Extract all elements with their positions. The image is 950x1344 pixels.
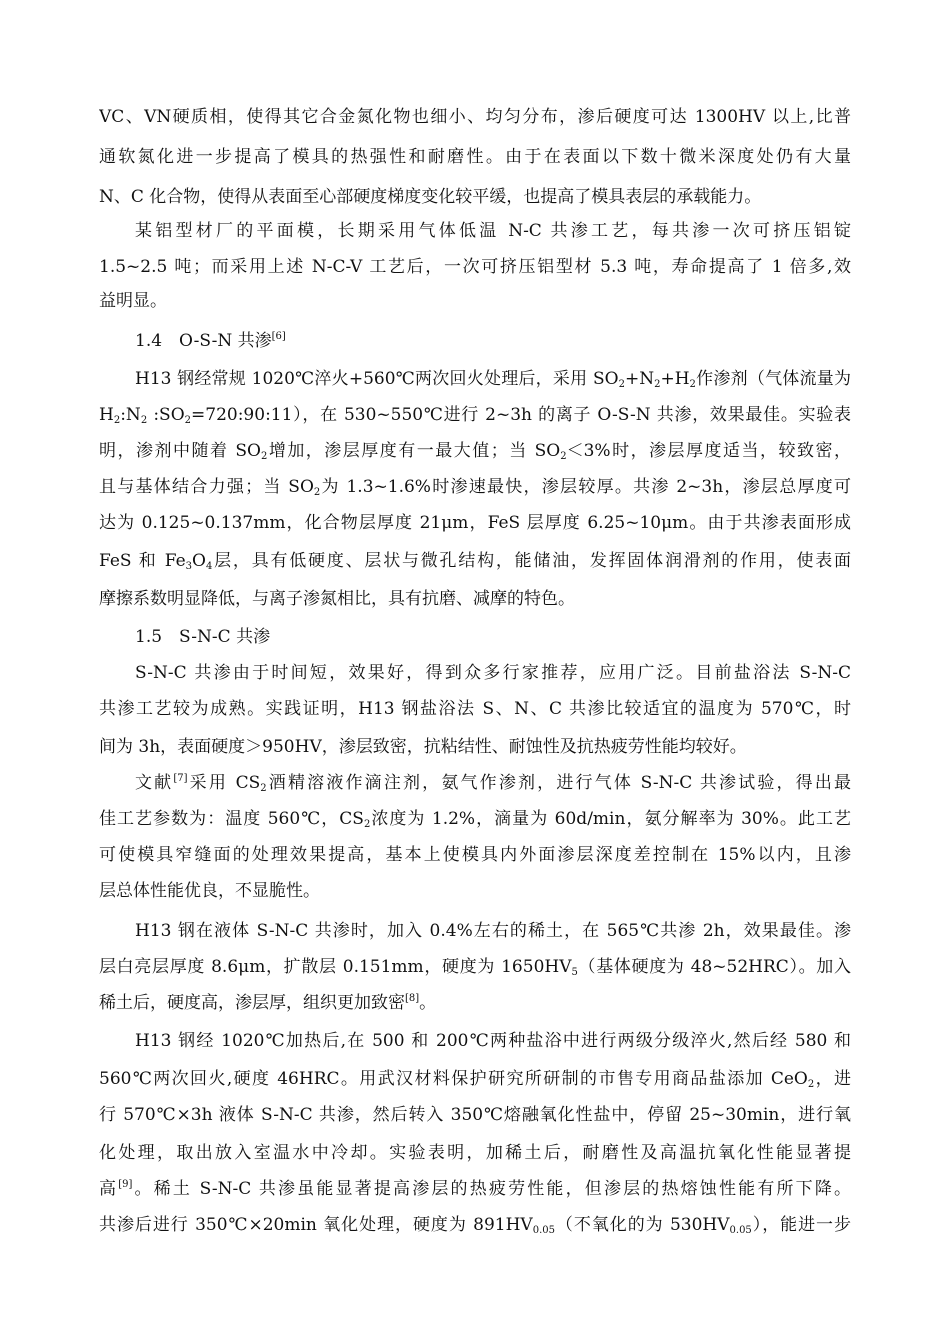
text-line bbox=[99, 1208, 851, 1242]
text-segment: 且与基体结合力强；当 SO bbox=[99, 477, 314, 497]
text-segment: （基体硬度为 48~52HRC）。加入 bbox=[577, 957, 851, 977]
text-segment: 增加，渗层厚度有一最大值；当 SO bbox=[267, 441, 561, 461]
subscript: 2 bbox=[113, 415, 121, 426]
text-line: 某铝型材厂的平面模，长期采用气体低温 N-C 共渗工艺，每共渗一次可挤压铝锭 bbox=[135, 221, 851, 241]
subscript: 2 bbox=[618, 379, 625, 390]
section-heading: 1.5 S-N-C 共渗 bbox=[135, 627, 271, 647]
text-segment: 560℃两次回火,硬度 46HRC。用武汉材料保护研究所研制的市售专用商品盐添加 CeO bbox=[99, 1069, 808, 1089]
citation-ref: [9] bbox=[118, 1179, 133, 1190]
text-segment: 稀土后，硬度高，渗层厚，组织更加致密 bbox=[99, 993, 405, 1013]
subscript: 0.05 bbox=[532, 1225, 555, 1236]
text-line bbox=[99, 398, 851, 432]
citation-ref: [7] bbox=[173, 773, 188, 784]
subscript: 2 bbox=[260, 783, 267, 794]
citation-ref: [6] bbox=[271, 331, 286, 342]
text-line: 共渗工艺较为成熟。实践证明，H13 钢盐浴法 S、N、C 共渗比较适宜的温度为 570℃，时 bbox=[99, 699, 851, 719]
subscript: 4 bbox=[205, 561, 213, 572]
section-heading bbox=[135, 324, 851, 358]
text-line: 化处理，取出放入室温水中冷却。实验表明，加稀土后，耐磨性及高温抗氧化性能显著提 bbox=[99, 1143, 851, 1163]
text-segment: 明，渗剂中随着 SO bbox=[99, 441, 261, 461]
text-segment: ，进 bbox=[814, 1069, 851, 1089]
text-line bbox=[99, 1062, 851, 1096]
text-line bbox=[99, 434, 851, 468]
text-line: N、C 化合物，使得从表面至心部硬度梯度变化较平缓，也提高了模具表层的承载能力。 bbox=[99, 187, 762, 207]
subscript: 5 bbox=[571, 967, 578, 978]
text-line: H13 钢在液体 S-N-C 共渗时，加入 0.4%左右的稀土，在 565℃共渗 2h，效果最佳。渗 bbox=[135, 921, 851, 941]
subscript: 2 bbox=[363, 819, 371, 830]
text-segment: 。稀土 S-N-C 共渗虽能显著提高渗层的热疲劳性能，但渗层的热熔蚀性能有所下降。 bbox=[132, 1179, 851, 1199]
text-segment: +H bbox=[660, 369, 690, 389]
text-line: H13 钢经 1020℃加热后,在 500 和 200℃两种盐浴中进行两级分级淬火,然后经 580 和 bbox=[135, 1031, 851, 1051]
heading-text: 1.4 O-S-N 共渗 bbox=[135, 331, 272, 351]
text-segment: +N bbox=[624, 369, 655, 389]
text-line bbox=[135, 362, 851, 396]
text-segment: 层，具有低硬度、层状与微孔结构，能储油，发挥固体润滑剂的作用，使表面 bbox=[212, 551, 851, 571]
text-segment: 层白亮层厚度 8.6μm，扩散层 0.151mm，硬度为 1650HV bbox=[99, 957, 572, 977]
subscript: 2 bbox=[184, 415, 192, 426]
text-line bbox=[99, 802, 851, 836]
text-segment: （不氧化的为 530HV bbox=[554, 1215, 730, 1235]
text-line: 通软氮化进一步提高了模具的热强性和耐磨性。由于在表面以下数十微米深度处仍有大量 bbox=[99, 147, 851, 167]
subscript: 2 bbox=[260, 451, 268, 462]
text-line: 行 570℃×3h 液体 S-N-C 共渗，然后转入 350℃熔融氧化性盐中，停留 25~30min，进行氧 bbox=[99, 1105, 851, 1125]
text-segment: =720:90:11），在 530~550℃进行 2~3h 的离子 O-S-N 共渗，效果最佳。实验表 bbox=[191, 405, 851, 425]
text-segment: FeS 和 Fe bbox=[99, 551, 186, 571]
subscript: 3 bbox=[185, 561, 193, 572]
text-line bbox=[99, 1172, 851, 1206]
text-segment: 共渗后进行 350℃×20min 氧化处理，硬度为 891HV bbox=[99, 1215, 533, 1235]
text-line: 达为 0.125~0.137mm，化合物层厚度 21μm，FeS 层厚度 6.25~10μm。由于共渗表面形成 bbox=[99, 513, 851, 533]
text-segment: :SO bbox=[147, 405, 185, 425]
citation-ref: [8] bbox=[405, 993, 420, 1004]
text-segment: 酒精溶液作滴注剂，氨气作渗剂，进行气体 S-N-C 共渗试验，得出最 bbox=[266, 773, 851, 793]
text-segment: 高 bbox=[99, 1179, 119, 1199]
text-segment: O bbox=[192, 551, 206, 571]
text-segment: 浓度为 1.2%，滴量为 60d/min，氨分解率为 30%。此工艺 bbox=[370, 809, 851, 829]
subscript: 2 bbox=[689, 379, 696, 390]
text-segment: 佳工艺参数为：温度 560℃，CS bbox=[99, 809, 364, 829]
text-line: 1.5~2.5 吨；而采用上述 N-C-V 工艺后，一次可挤压铝型材 5.3 吨，寿命提高了 1 倍多,效 bbox=[99, 257, 851, 277]
text-line: 层总体性能优良，不显脆性。 bbox=[99, 881, 320, 901]
subscript: 2 bbox=[654, 379, 661, 390]
subscript: 2 bbox=[140, 415, 148, 426]
text-segment: :N bbox=[120, 405, 141, 425]
subscript: 2 bbox=[807, 1079, 815, 1090]
text-segment: 文献 bbox=[135, 773, 174, 793]
text-segment: H bbox=[99, 405, 114, 425]
text-segment: ＜3%时，渗层厚度适当，较致密， bbox=[566, 441, 851, 461]
text-line: 可使模具窄缝面的处理效果提高，基本上使模具内外面渗层深度差控制在 15%以内，且渗 bbox=[99, 845, 851, 865]
text-segment: 。 bbox=[419, 993, 437, 1013]
subscript: 2 bbox=[313, 487, 321, 498]
text-line bbox=[99, 544, 851, 578]
subscript: 2 bbox=[560, 451, 567, 462]
text-line: 益明显。 bbox=[99, 291, 167, 311]
text-line bbox=[99, 986, 851, 1020]
text-segment: ），能进一步 bbox=[751, 1215, 851, 1235]
text-line: S-N-C 共渗由于时间短，效果好，得到众多行家推荐，应用广泛。目前盐浴法 S-N-C bbox=[135, 663, 851, 683]
text-line: VC、VN硬质相，使得其它合金氮化物也细小、均匀分布，渗后硬度可达 1300HV 以上,比普 bbox=[99, 107, 851, 127]
text-line: 摩擦系数明显降低，与离子渗氮相比，具有抗磨、减摩的特色。 bbox=[99, 589, 575, 609]
text-segment: 为 1.3~1.6%时渗速最快，渗层较厚。共渗 2~3h，渗层总厚度可 bbox=[320, 477, 851, 497]
text-line: 间为 3h，表面硬度＞950HV，渗层致密，抗粘结性、耐蚀性及抗热疲劳性能均较好。 bbox=[99, 737, 747, 757]
text-segment: 采用 CS bbox=[187, 773, 261, 793]
text-segment: H13 钢经常规 1020℃淬火+560℃两次回火处理后，采用 SO bbox=[135, 369, 619, 389]
text-line bbox=[135, 766, 851, 800]
subscript: 0.05 bbox=[729, 1225, 752, 1236]
text-line bbox=[99, 950, 851, 984]
text-line bbox=[99, 470, 851, 504]
text-segment: 作渗剂（气体流量为 bbox=[695, 369, 851, 389]
